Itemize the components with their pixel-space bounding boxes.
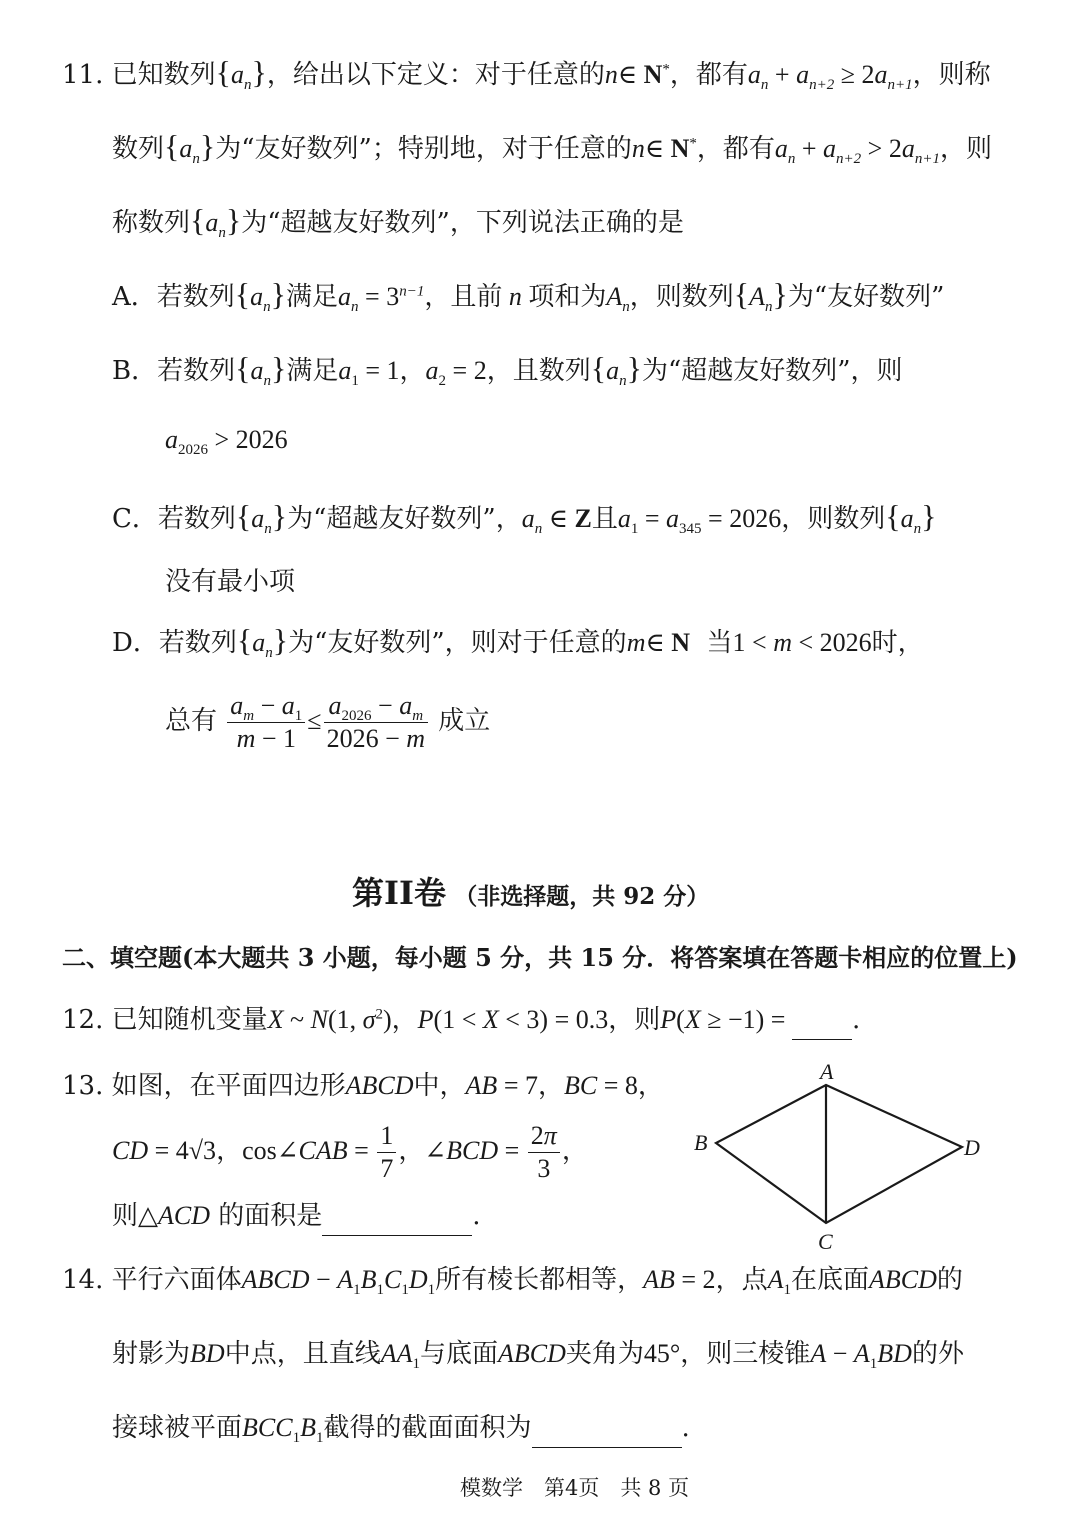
q12-line: 12. 已知随机变量X ~ N(1, $\sigma^2$)，P(1 < X < 3) = 0.3，则P(X ≥ −1) = . (62, 1000, 860, 1040)
q11-option-b: B．若数列$\{a_n\}$满足$a_1 = 1$，$a_2 = 2$，且数列$\{a_n\}$为“超越友好数列”，则 (112, 350, 903, 390)
q13-figure (690, 1055, 1000, 1260)
q14-line-2: 射影为BD中点，且直线$AA_1$与底面ABCD夹角为45°，则三棱锥$A - A_1BD$的外 (112, 1339, 964, 1373)
vertex-label-b: B (694, 1130, 708, 1155)
option-a-label: A． (112, 282, 157, 312)
fraction-right: $\frac{a_{2026} - a_m}{2026 - m}$ (324, 690, 428, 755)
q11-number: 11. (62, 60, 104, 90)
vertex-label-a: A (820, 1059, 834, 1084)
q14-number: 14. (62, 1265, 104, 1295)
q13-number: 13. (62, 1071, 104, 1101)
q11-option-d-cont: 总有 $\frac{a_m - a_1}{m - 1}$ ≤ $\frac{a_{2026} - a_m}{2026 - m}$ 成立 (165, 690, 491, 753)
option-c-label: C． (112, 504, 158, 534)
option-d-label: D． (112, 628, 159, 658)
q12-answer-blank[interactable] (792, 1011, 852, 1040)
fraction-left: $\frac{a_m - a_1}{m - 1}$ (227, 690, 305, 755)
q11-line-3: 称数列$\{a_n\}$为“超越友好数列”，下列说法正确的是 (112, 202, 684, 242)
fraction-angle: $\frac{2\pi}{3}$ (528, 1120, 560, 1185)
q11-option-c: C．若数列$\{a_n\}$为“超越友好数列”，$a_n$ ∈ Z且$a_1 = a_{345} = 2026$，则数列$\{a_n\}$ (112, 498, 937, 538)
q14-answer-blank[interactable] (532, 1419, 682, 1448)
quadrilateral-abcd (716, 1085, 962, 1223)
page-footer: 模数学 第4页 共 8 页 (460, 1476, 690, 1500)
vertex-label-d: D (964, 1135, 980, 1160)
q13-answer-blank[interactable] (322, 1207, 472, 1236)
q14-line-3: 接球被平面$BCC_1B_1$截得的截面面积为 . (112, 1413, 690, 1447)
part2-heading: 二、填空题(本大题共 3 小题，每小题 5 分，共 15 分．将答案填在答题卡相应的位置上) (62, 943, 1018, 972)
q11-option-d: D．若数列$\{a_n\}$为“友好数列”，则对于任意的m∈ N 当1 < m < 2026时， (112, 622, 924, 662)
q13-line-1: 13. 如图，在平面四边形ABCD中，AB = 7，BC = 8， (62, 1071, 664, 1101)
section-title: 第II卷 （非选择题，共 92 分） (352, 874, 710, 912)
q11-option-c-cont: 没有最小项 (165, 567, 296, 597)
option-b-label: B． (112, 356, 158, 386)
q14-line-1: 14. 平行六面体ABCD − $A_1B_1C_1D_1$所有棱长都相等，AB = 2，点$A_1$在底面ABCD的 (62, 1265, 963, 1299)
q11-option-b-cont: $a_{2026} > 2026$ (165, 425, 288, 459)
q11-line-1: 11. 已知数列$\{a_n\}$，给出以下定义：对于任意的n∈ N*，都有$a_n + a_{n+2} \ge 2a_{n+1}$，则称 (62, 54, 991, 94)
q11-option-a: A．若数列$\{a_n\}$满足$a_n = 3^{n-1}$，且前 n 项和为$A_n$，则数列$\{A_n\}$为“友好数列” (112, 276, 945, 316)
q11-line-2: 数列$\{a_n\}$为“友好数列”；特别地，对于任意的n∈ N*，都有$a_n + a_{n+2} > 2a_{n+1}$，则 (112, 128, 992, 168)
q13-line-3: 则△ACD 的面积是 . (112, 1196, 481, 1236)
vertex-label-c: C (818, 1229, 833, 1254)
q12-number: 12. (62, 1005, 104, 1035)
q13-line-2: CD = 4√3，cos∠CAB = $\frac{1}{7}$ ，∠BCD = $\frac{2\pi}{3}$ ， (112, 1120, 588, 1183)
fraction-cos: $\frac{1}{7}$ (377, 1120, 396, 1185)
